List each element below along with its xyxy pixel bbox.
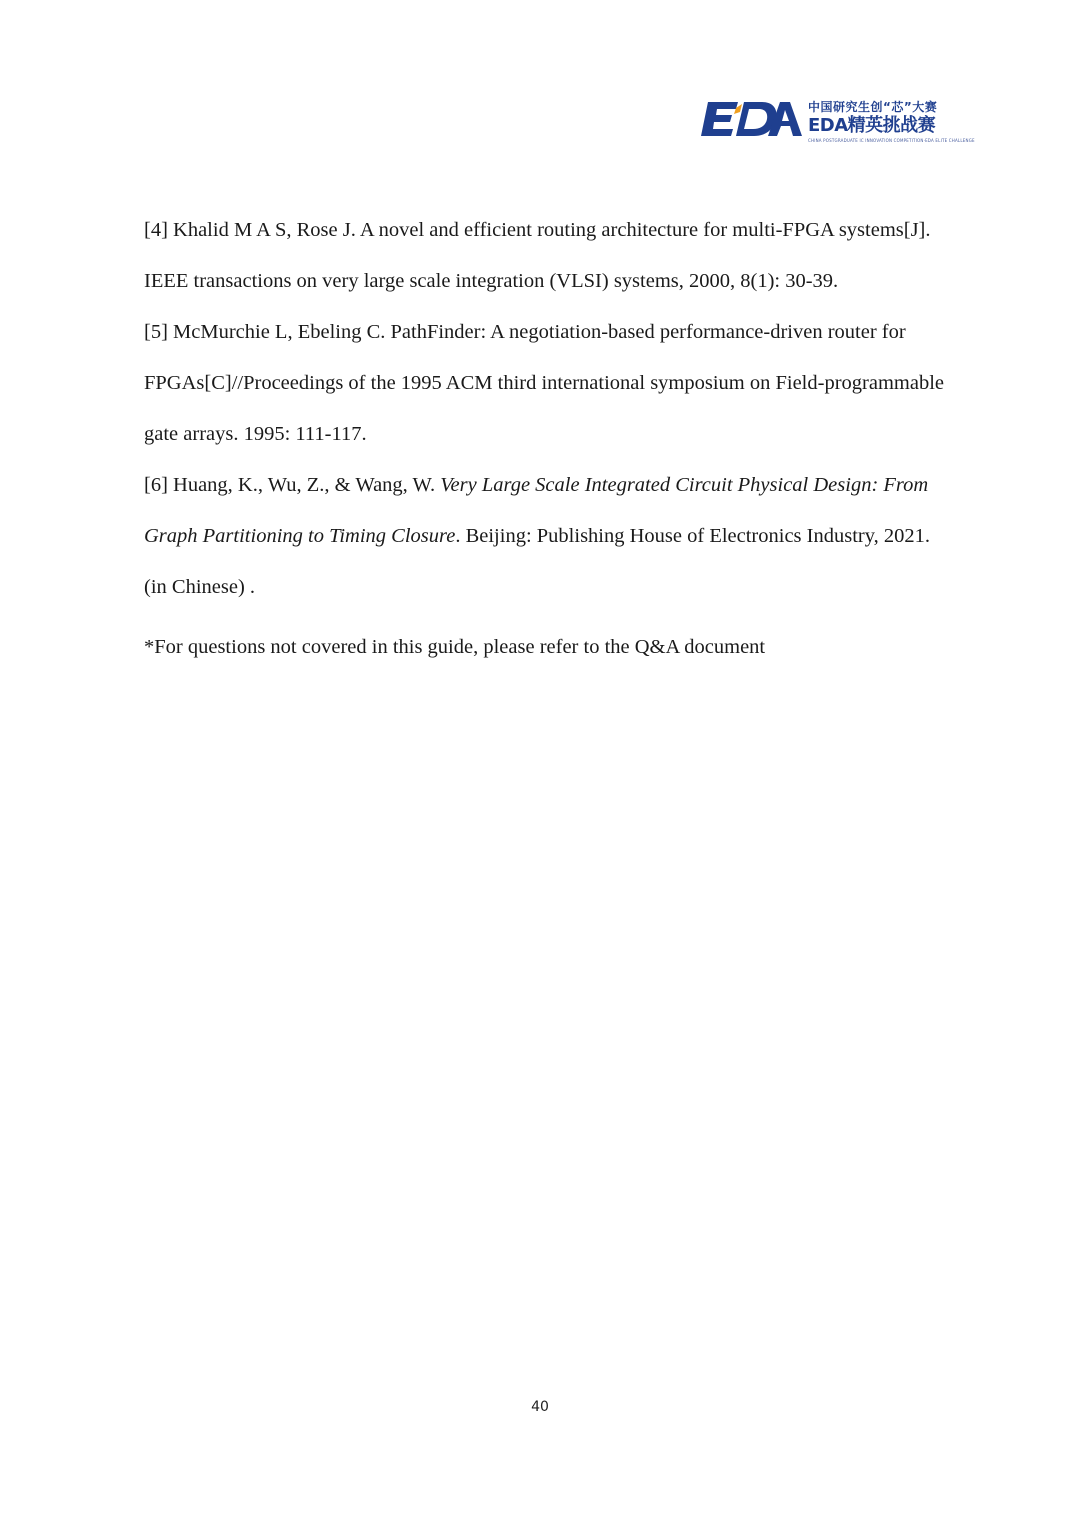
reference-4 [144,205,944,307]
page-number: 40 [531,1399,549,1415]
logo-subtitle-line: EDA精英挑战赛 [808,115,936,136]
reference-5-text: [5] McMurchie L, Ebeling C. PathFinder: A negotiation-based performance-driven router for FPGAs[C]//Proceedings of the 1995 ACM third international symposium on Field-programmable gate arrays. 1995: 111-117. [144,321,944,445]
reference-5 [144,307,944,460]
logo-wordmark [808,100,975,143]
reference-6 [144,460,944,613]
logo-title-line: 中国研究生创“芯”大赛 [808,100,938,114]
qa-note: *For questions not covered in this guide, please refer to the Q&A document [144,636,766,658]
reference-6-authors: [6] Huang, K., Wu, Z., & Wang, W. [144,474,441,496]
eda-challenge-logo [700,98,975,144]
eda-logo-mark-icon [700,98,804,140]
reference-6-title: Very Large Scale Integrated Circuit Physical Design: From Graph Partitioning to Timing Closure [144,474,929,547]
logo-english-line: CHINA POSTGRADUATE IC INNOVATION COMPETITION·EDA ELITE CHALLENGE [808,138,975,143]
reference-4-text: [4] Khalid M A S, Rose J. A novel and efficient routing architecture for multi-FPGA systems[J]. IEEE transactions on very large scale integration (VLSI) systems, 2000, 8(1): 30-39. [144,219,931,292]
reference-6-publisher: . Beijing: Publishing House of Electronics Industry, 2021. (in Chinese) . [144,525,931,598]
references-section [144,205,944,673]
